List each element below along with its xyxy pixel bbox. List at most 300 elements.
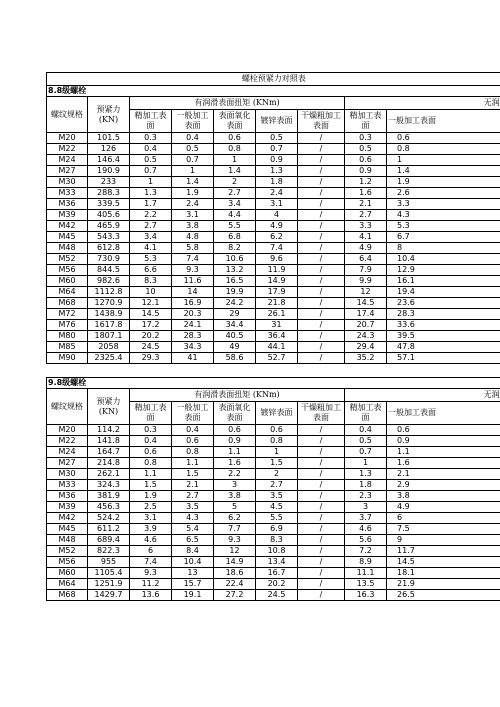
torque-cell: 10 [130, 287, 172, 298]
preload-cell: 405.6 [88, 210, 130, 221]
thread-size-cell: M42 [47, 513, 88, 524]
torque-cell: 16.5 [214, 276, 256, 287]
torque-cell: 0.5 [345, 144, 387, 155]
torque-cell: 0.8 [214, 144, 256, 155]
table-row [47, 469, 500, 480]
header-col-3: 表面氧化表面 [214, 110, 256, 133]
torque-cell: 12.9 [387, 265, 500, 276]
preload-cell: 126 [88, 144, 130, 155]
torque-cell: 5.5 [256, 513, 298, 524]
torque-cell: 0.3 [345, 133, 387, 144]
torque-cell: 0.8 [256, 436, 298, 447]
torque-cell: 2.7 [256, 480, 298, 491]
torque-cell: 8.3 [130, 276, 172, 287]
torque-cell: 2.3 [345, 491, 387, 502]
torque-cell: 1.1 [130, 469, 172, 480]
torque-cell: 3.5 [256, 491, 298, 502]
thread-size-cell: M52 [47, 254, 88, 265]
thread-size-cell: M22 [47, 436, 88, 447]
torque-cell: 14.5 [130, 309, 172, 320]
torque-cell: 2.6 [387, 188, 500, 199]
table-row [47, 188, 500, 199]
torque-cell: 0.8 [387, 144, 500, 155]
table-row [47, 458, 500, 469]
torque-cell: 2.9 [387, 480, 500, 491]
torque-cell: / [298, 568, 345, 579]
torque-cell: / [298, 469, 345, 480]
preload-cell: 1270.9 [88, 298, 130, 309]
table-row [47, 447, 500, 458]
torque-cell: 26.5 [387, 590, 500, 601]
torque-cell: / [298, 342, 345, 353]
thread-size-cell: M76 [47, 320, 88, 331]
preload-cell: 214.8 [88, 458, 130, 469]
torque-cell: 8.3 [256, 535, 298, 546]
header-preload: 预紧力(KN) [88, 389, 130, 425]
thread-size-cell: M48 [47, 243, 88, 254]
torque-cell: 3.5 [172, 502, 214, 513]
torque-cell: 28.3 [387, 309, 500, 320]
torque-cell: 1.1 [172, 458, 214, 469]
torque-cell: 41 [172, 353, 214, 364]
thread-size-cell: M24 [47, 155, 88, 166]
thread-size-cell: M60 [47, 568, 88, 579]
preload-cell: 524.2 [88, 513, 130, 524]
torque-cell: 2.7 [345, 210, 387, 221]
preload-cell: 233 [88, 177, 130, 188]
table-row [47, 557, 500, 568]
thread-size-cell: M39 [47, 502, 88, 513]
preload-cell: 730.9 [88, 254, 130, 265]
torque-cell: 2 [214, 177, 256, 188]
thread-size-cell: M42 [47, 221, 88, 232]
torque-cell: 2.2 [214, 469, 256, 480]
preload-cell: 2325.4 [88, 353, 130, 364]
table-row [47, 232, 500, 243]
table-body-9-8 [47, 425, 500, 601]
thread-size-cell: M33 [47, 480, 88, 491]
torque-cell: 1.6 [345, 188, 387, 199]
torque-cell: 20.7 [345, 320, 387, 331]
torque-cell: 3.4 [130, 232, 172, 243]
table-row [47, 265, 500, 276]
table-row [47, 133, 500, 144]
torque-cell: 0.3 [130, 133, 172, 144]
torque-cell: 0.6 [387, 425, 500, 436]
torque-cell: 29 [214, 309, 256, 320]
table-row [47, 309, 500, 320]
torque-cell: 19.4 [387, 287, 500, 298]
preload-cell: 1112.8 [88, 287, 130, 298]
torque-cell: 1.4 [214, 166, 256, 177]
torque-cell: 1.3 [130, 188, 172, 199]
torque-cell: 5 [214, 502, 256, 513]
torque-cell: / [298, 546, 345, 557]
torque-cell: 0.8 [172, 447, 214, 458]
torque-cell: 31 [256, 320, 298, 331]
torque-cell: 8.4 [172, 546, 214, 557]
torque-cell: / [298, 524, 345, 535]
torque-cell: 7.7 [214, 524, 256, 535]
torque-cell: 47.8 [387, 342, 500, 353]
torque-cell: 21.8 [256, 298, 298, 309]
torque-cell: 7.5 [387, 524, 500, 535]
table-row [47, 524, 500, 535]
torque-cell: 0.9 [214, 436, 256, 447]
preload-cell: 1429.7 [88, 590, 130, 601]
header-col-2: 一般加工表面 [172, 402, 214, 425]
torque-cell: 0.7 [345, 447, 387, 458]
torque-cell: 0.6 [172, 436, 214, 447]
torque-cell: 4.9 [345, 243, 387, 254]
torque-cell: 20.3 [172, 309, 214, 320]
torque-cell: 0.7 [172, 155, 214, 166]
page-title: 螺栓预紧力对照表 [47, 73, 500, 86]
torque-cell: 14.9 [214, 557, 256, 568]
torque-cell: 5.8 [172, 243, 214, 254]
torque-cell: 6.9 [256, 524, 298, 535]
torque-cell: / [298, 210, 345, 221]
torque-cell: 35.2 [345, 353, 387, 364]
torque-cell: 0.9 [345, 166, 387, 177]
torque-cell: 2.7 [172, 491, 214, 502]
torque-cell: 6.2 [214, 513, 256, 524]
preload-cell: 1438.9 [88, 309, 130, 320]
torque-cell: 1.5 [256, 458, 298, 469]
torque-cell: 7.4 [172, 254, 214, 265]
thread-size-cell: M36 [47, 491, 88, 502]
torque-cell: / [298, 353, 345, 364]
thread-size-cell: M45 [47, 524, 88, 535]
torque-cell: 6.4 [345, 254, 387, 265]
torque-cell: 22.4 [214, 579, 256, 590]
torque-cell: 24.5 [256, 590, 298, 601]
torque-cell: 3.7 [345, 513, 387, 524]
torque-cell: 28.3 [172, 331, 214, 342]
sheet-table-9-8 [46, 377, 500, 601]
header-col-5: 干燥粗加工表面 [298, 402, 345, 425]
table-row [47, 210, 500, 221]
torque-cell: 12.1 [130, 298, 172, 309]
table-row [47, 177, 500, 188]
thread-size-cell: M27 [47, 166, 88, 177]
thread-size-cell: M56 [47, 265, 88, 276]
torque-cell: 0.9 [387, 436, 500, 447]
preload-cell: 262.1 [88, 469, 130, 480]
torque-cell: 2.2 [130, 210, 172, 221]
table-row [47, 287, 500, 298]
torque-cell: 6 [130, 546, 172, 557]
torque-cell: 0.5 [130, 155, 172, 166]
torque-cell: / [298, 232, 345, 243]
torque-cell: 1 [172, 166, 214, 177]
preload-cell: 164.7 [88, 447, 130, 458]
torque-cell: 3.9 [130, 524, 172, 535]
torque-cell: 1.1 [214, 447, 256, 458]
torque-cell: 1.9 [130, 491, 172, 502]
header-col-5: 干燥粗加工表面 [298, 110, 345, 133]
torque-cell: 10.4 [172, 557, 214, 568]
torque-cell: 8.2 [214, 243, 256, 254]
header-col-4: 镀锌表面 [256, 110, 298, 133]
torque-cell: / [298, 590, 345, 601]
torque-cell: 7.2 [345, 546, 387, 557]
preload-cell: 543.3 [88, 232, 130, 243]
table-row [47, 166, 500, 177]
thread-size-cell: M33 [47, 188, 88, 199]
torque-cell: 16.9 [172, 298, 214, 309]
torque-cell: 4.1 [130, 243, 172, 254]
torque-cell: 18.1 [387, 568, 500, 579]
preload-cell: 146.4 [88, 155, 130, 166]
torque-cell: 14.5 [387, 557, 500, 568]
torque-cell: 1.4 [387, 166, 500, 177]
torque-cell: 26.1 [256, 309, 298, 320]
header-col-2: 一般加工表面 [172, 110, 214, 133]
torque-cell: 6.8 [214, 232, 256, 243]
thread-size-cell: M36 [47, 199, 88, 210]
torque-cell: / [298, 287, 345, 298]
torque-cell: 0.6 [345, 155, 387, 166]
torque-cell: 2.4 [172, 199, 214, 210]
torque-cell: 10.8 [256, 546, 298, 557]
thread-size-cell: M24 [47, 447, 88, 458]
torque-cell: 0.6 [387, 133, 500, 144]
torque-cell: 6.7 [387, 232, 500, 243]
torque-cell: 1.1 [387, 447, 500, 458]
torque-cell: / [298, 265, 345, 276]
torque-cell: / [298, 480, 345, 491]
torque-cell: 0.5 [256, 133, 298, 144]
torque-cell: / [298, 166, 345, 177]
torque-cell: 13 [172, 568, 214, 579]
table-row [47, 320, 500, 331]
header-thread: 螺纹规格 [47, 389, 88, 425]
torque-cell: 0.6 [214, 133, 256, 144]
torque-cell: 3.1 [256, 199, 298, 210]
torque-cell: 3 [345, 502, 387, 513]
table-row [47, 513, 500, 524]
table-row [47, 425, 500, 436]
torque-cell: 3.8 [387, 491, 500, 502]
torque-cell: 4.4 [214, 210, 256, 221]
header-thread: 螺纹规格 [47, 97, 88, 133]
torque-cell: 12 [214, 546, 256, 557]
torque-cell: 2 [256, 469, 298, 480]
torque-cell: / [298, 188, 345, 199]
torque-cell: 3 [214, 480, 256, 491]
torque-cell: 2.4 [256, 188, 298, 199]
table-row [47, 276, 500, 287]
preload-cell: 955 [88, 557, 130, 568]
thread-size-cell: M85 [47, 342, 88, 353]
torque-cell: 36.4 [256, 331, 298, 342]
torque-cell: / [298, 254, 345, 265]
torque-cell: 17.4 [345, 309, 387, 320]
torque-cell: / [298, 144, 345, 155]
torque-cell: 1.8 [256, 177, 298, 188]
table-row [47, 491, 500, 502]
thread-size-cell: M68 [47, 298, 88, 309]
torque-cell: 5.5 [214, 221, 256, 232]
table-row [47, 480, 500, 491]
torque-cell: 20.2 [130, 331, 172, 342]
torque-cell: / [298, 298, 345, 309]
torque-cell: 2.7 [214, 188, 256, 199]
torque-cell: 0.5 [172, 144, 214, 155]
torque-cell: 21.9 [387, 579, 500, 590]
thread-size-cell: M90 [47, 353, 88, 364]
torque-cell: 0.9 [256, 155, 298, 166]
thread-size-cell: M72 [47, 309, 88, 320]
torque-cell: 0.7 [130, 166, 172, 177]
torque-cell: / [298, 221, 345, 232]
torque-cell: 1 [214, 155, 256, 166]
torque-cell: / [298, 309, 345, 320]
torque-cell: 6.5 [172, 535, 214, 546]
torque-cell: 33.6 [387, 320, 500, 331]
table-9-8 [46, 377, 500, 601]
torque-cell: 4 [256, 210, 298, 221]
torque-cell: 1 [387, 155, 500, 166]
torque-cell: 7.9 [345, 265, 387, 276]
torque-cell: / [298, 447, 345, 458]
torque-cell: 1.4 [172, 177, 214, 188]
torque-cell: 4.9 [387, 502, 500, 513]
torque-cell: 1.9 [172, 188, 214, 199]
torque-cell: 5.3 [130, 254, 172, 265]
header-preload: 预紧力(KN) [88, 97, 130, 133]
header-lubricated-group: 有润滑表面扭矩 (KNm) [130, 389, 345, 402]
torque-cell: 8 [387, 243, 500, 254]
table-row [47, 590, 500, 601]
torque-cell: 39.5 [387, 331, 500, 342]
torque-cell: 0.8 [130, 458, 172, 469]
preload-cell: 844.5 [88, 265, 130, 276]
torque-cell: 19.9 [214, 287, 256, 298]
torque-cell: 1 [256, 447, 298, 458]
torque-cell: 14.9 [256, 276, 298, 287]
table-row [47, 254, 500, 265]
thread-size-cell: M45 [47, 232, 88, 243]
torque-cell: 11.7 [387, 546, 500, 557]
table-row [47, 535, 500, 546]
table-row [47, 342, 500, 353]
torque-cell: 2.7 [130, 221, 172, 232]
header-col-7: 一般加工表面 [387, 402, 500, 425]
torque-cell: 4.3 [172, 513, 214, 524]
torque-cell: 3.3 [387, 199, 500, 210]
torque-cell: / [298, 557, 345, 568]
torque-cell: 3.3 [345, 221, 387, 232]
torque-cell: 7.4 [130, 557, 172, 568]
torque-cell: / [298, 491, 345, 502]
torque-cell: 49 [214, 342, 256, 353]
table-row [47, 546, 500, 557]
torque-cell: / [298, 535, 345, 546]
torque-cell: 14.5 [345, 298, 387, 309]
torque-cell: / [298, 579, 345, 590]
thread-size-cell: M30 [47, 177, 88, 188]
header-col-6: 精加工表面 [345, 110, 387, 133]
torque-cell: / [298, 331, 345, 342]
preload-cell: 465.9 [88, 221, 130, 232]
torque-cell: 9.9 [345, 276, 387, 287]
torque-cell: 10.6 [214, 254, 256, 265]
torque-cell: 13.5 [345, 579, 387, 590]
torque-cell: / [298, 155, 345, 166]
table-row [47, 353, 500, 364]
torque-cell: 11.6 [172, 276, 214, 287]
table-row [47, 502, 500, 513]
preload-cell: 114.2 [88, 425, 130, 436]
torque-cell: / [298, 199, 345, 210]
torque-cell: 11.9 [256, 265, 298, 276]
table-row [47, 243, 500, 254]
table-row [47, 298, 500, 309]
torque-cell: 13.6 [130, 590, 172, 601]
torque-cell: 19.1 [172, 590, 214, 601]
thread-size-cell: M64 [47, 287, 88, 298]
torque-cell: 9 [387, 535, 500, 546]
section-label-8-8: 8.8级螺栓 [47, 86, 500, 97]
torque-cell: / [298, 177, 345, 188]
thread-size-cell: M56 [47, 557, 88, 568]
preload-cell: 1617.8 [88, 320, 130, 331]
table-row [47, 199, 500, 210]
torque-cell: 11.2 [130, 579, 172, 590]
torque-cell: 3.1 [130, 513, 172, 524]
torque-cell: 4.1 [345, 232, 387, 243]
torque-cell: 3.4 [214, 199, 256, 210]
torque-cell: 6.6 [130, 265, 172, 276]
torque-cell: 5.4 [172, 524, 214, 535]
torque-cell: 23.6 [387, 298, 500, 309]
preload-cell: 381.9 [88, 491, 130, 502]
torque-cell: 20.2 [256, 579, 298, 590]
torque-cell: 16.1 [387, 276, 500, 287]
torque-cell: 2.1 [345, 199, 387, 210]
torque-cell: 10.4 [387, 254, 500, 265]
torque-cell: 44.1 [256, 342, 298, 353]
torque-cell: 6.2 [256, 232, 298, 243]
thread-size-cell: M20 [47, 425, 88, 436]
torque-cell: / [298, 243, 345, 254]
table-row [47, 155, 500, 166]
thread-size-cell: M30 [47, 469, 88, 480]
torque-cell: 0.3 [130, 425, 172, 436]
section-label-9-8: 9.8级螺栓 [47, 378, 500, 389]
table-row [47, 579, 500, 590]
table-row [47, 331, 500, 342]
torque-cell: / [298, 513, 345, 524]
header-col-6: 精加工表面 [345, 402, 387, 425]
torque-cell: 13.4 [256, 557, 298, 568]
torque-cell: 0.6 [130, 447, 172, 458]
thread-size-cell: M80 [47, 331, 88, 342]
preload-cell: 288.3 [88, 188, 130, 199]
torque-cell: 13.2 [214, 265, 256, 276]
torque-cell: / [298, 425, 345, 436]
header-dry-group: 无润 [345, 389, 500, 402]
torque-cell: / [298, 436, 345, 447]
torque-cell: 14 [172, 287, 214, 298]
preload-cell: 2058 [88, 342, 130, 353]
thread-size-cell: M60 [47, 276, 88, 287]
torque-cell: 29.3 [130, 353, 172, 364]
torque-cell: 2.1 [387, 469, 500, 480]
thread-size-cell: M52 [47, 546, 88, 557]
